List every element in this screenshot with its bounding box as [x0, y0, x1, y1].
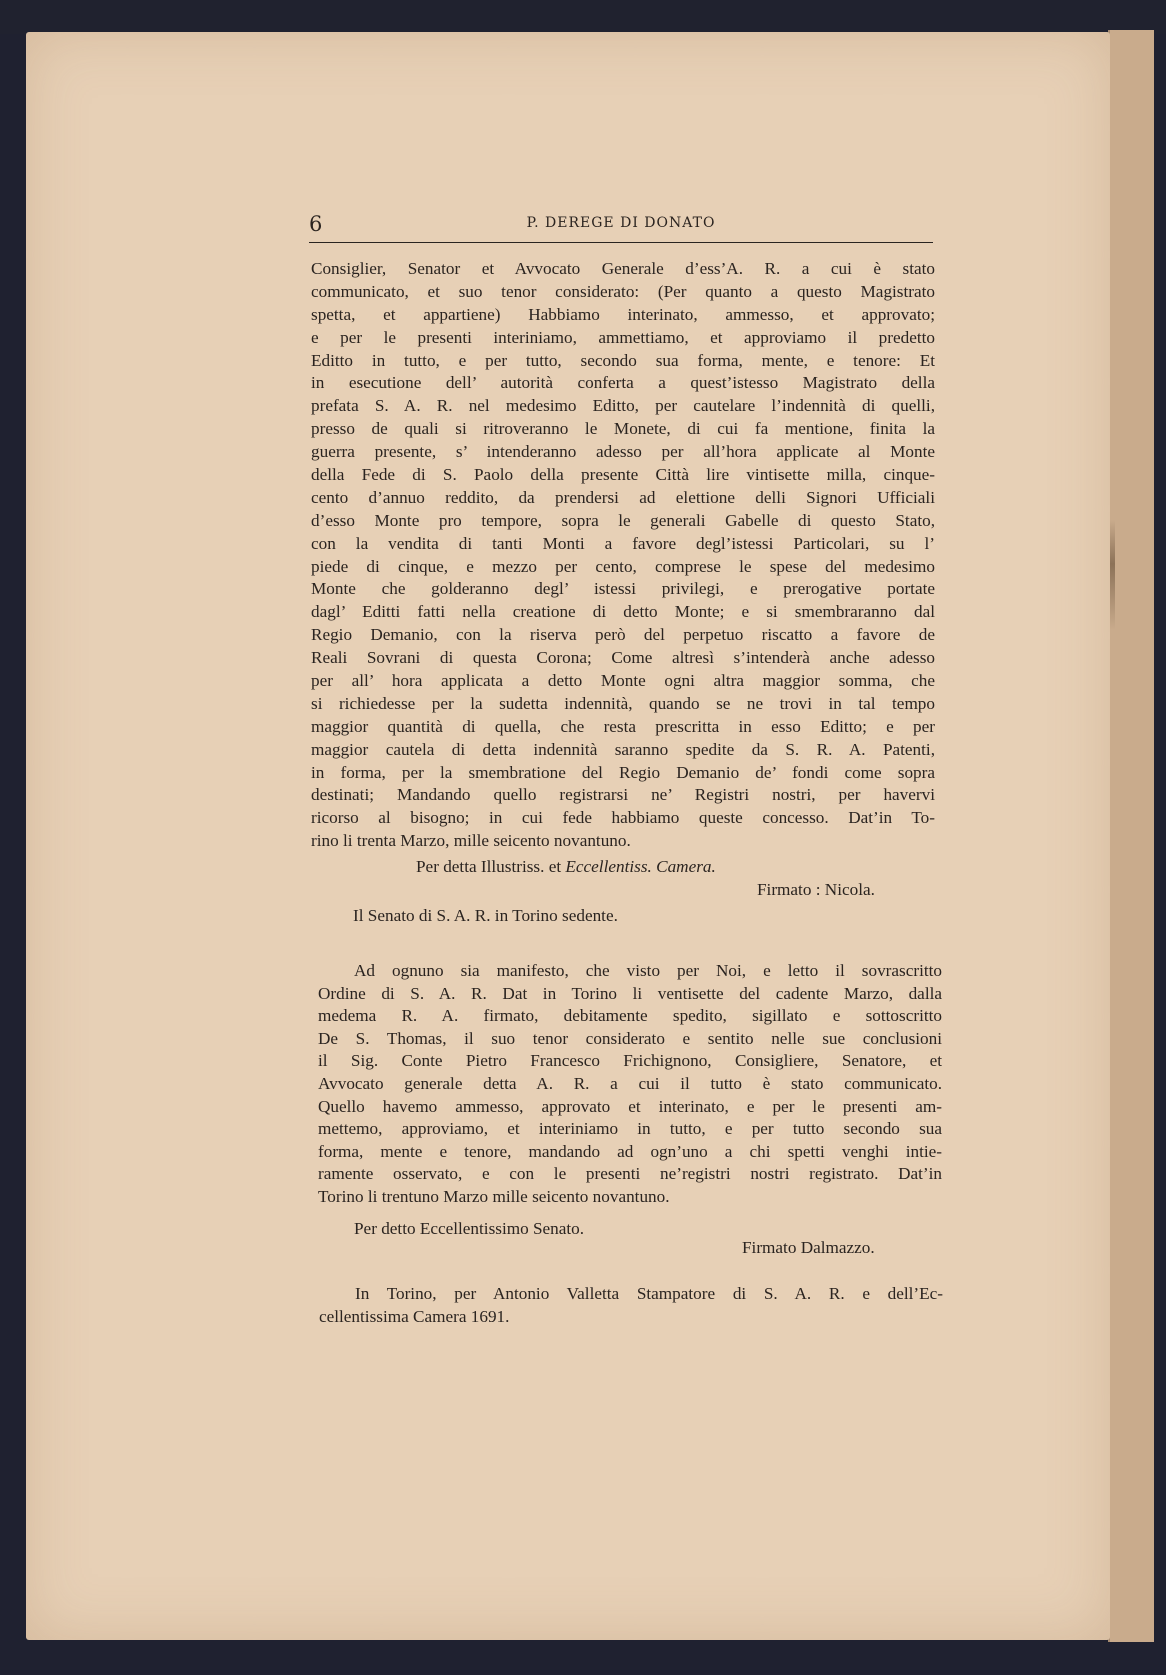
text-line: Quello havemo ammesso, approvato et interinato, e per le presenti am-: [318, 1096, 942, 1116]
text-line: in esecutione dell’ autorità conferta a quest’istesso Magistrato della: [311, 373, 935, 393]
text-line: piede di cinque, e mezzo per cento, comprese le spese del medesimo: [311, 556, 935, 576]
text-line: rino li trenta Marzo, mille seicento novantuno.: [311, 831, 631, 851]
page-number: 6: [309, 212, 323, 236]
senate-heading: Il Senato di S. A. R. in Torino sedente.: [353, 906, 618, 925]
text-line: Editto in tutto, e per tutto, secondo sua forma, mente, e tenore: Et: [311, 350, 935, 370]
signature-camera-text: Per detta Illustriss. et: [416, 857, 566, 876]
scan-background-top: [0, 0, 1166, 34]
paragraph-1: [311, 258, 935, 853]
text-line: in forma, per la smembratione del Regio Demanio de’ fondi come sopra: [311, 762, 935, 782]
text-line: si richiedesse per la sudetta indennità, quando se ne trovi in tal tempo: [311, 693, 935, 713]
signature-dalmazzo: Firmato Dalmazzo.: [742, 1238, 875, 1257]
signature-nicola: Firmato : Nicola.: [757, 880, 875, 899]
text-line: Consiglier, Senator et Avvocato Generale d’ess’A. R. a cui è stato: [311, 259, 935, 278]
text-line: Monte che golderanno degl’ istessi privilegi, e prerogative portate: [311, 579, 935, 599]
text-line: il Sig. Conte Pietro Francesco Frichignono, Consigliere, Senatore, et: [318, 1051, 942, 1071]
text-line: Avvocato generale detta A. R. a cui il tutto è stato communicato.: [318, 1073, 942, 1093]
text-line: Ad ognuno sia manifesto, che visto per Noi, e letto il sovrascritto: [354, 961, 942, 980]
text-line: e per le presenti interiniamo, ammettiamo, et approviamo il predetto: [311, 327, 935, 347]
text-line: dagl’ Editti fatti nella creatione di detto Monte; e si smembraranno dal: [311, 602, 935, 622]
text-line: medema R. A. firmato, debitamente spedito, sigillato e sottoscritto: [318, 1006, 942, 1026]
signature-camera-italic: Eccellentiss. Camera.: [565, 857, 716, 876]
text-line: In Torino, per Antonio Valletta Stampatore di S. A. R. e dell’Ec-: [355, 1284, 943, 1303]
text-line: Reali Sovrani di questa Corona; Come altresì s’intenderà anche adesso: [311, 648, 935, 668]
text-line: cellentissima Camera 1691.: [319, 1307, 510, 1326]
text-line: guerra presente, s’ intenderanno adesso per all’hora applicate al Monte: [311, 442, 935, 462]
text-line: della Fede di S. Paolo della presente Città lire vintisette milla, cinque-: [311, 465, 935, 485]
text-line: presso de quali si ritroveranno le Monete, di cui fa mentione, finita la: [311, 419, 935, 439]
signature-camera: [416, 857, 716, 877]
text-line: ramente osservato, e con le presenti ne’registri nostri registrato. Dat’in: [318, 1164, 942, 1184]
text-line: con la vendita di tanti Monti a favore degl’istessi Particolari, su l’: [311, 533, 935, 553]
text-line: maggior cautela di detta indennità saranno spedite da S. R. A. Patenti,: [311, 739, 935, 759]
text-line: maggior quantità di quella, che resta prescritta in esso Editto; e per: [311, 716, 935, 736]
text-line: prefata S. A. R. nel medesimo Editto, per cautelare l’indennità di quelli,: [311, 396, 935, 416]
text-line: Ordine di S. A. R. Dat in Torino li ventisette del cadente Marzo, dalla: [318, 983, 942, 1003]
signature-senate: Per detto Eccellentissimo Senato.: [354, 1219, 585, 1238]
text-line: communicato, et suo tenor considerato: (Per quanto a questo Magistrato: [311, 281, 935, 301]
running-head: P. DEREGE DI DONATO: [526, 215, 716, 231]
paragraph-2: [318, 960, 942, 1209]
text-line: per all’ hora applicata a detto Monte ogni altra maggior somma, che: [311, 671, 935, 691]
text-line: spetta, et appartiene) Habbiamo interinato, ammesso, et approvato;: [311, 304, 935, 324]
text-line: cento d’annuo reddito, da prendersi ad elettione delli Signori Ufficiali: [311, 487, 935, 507]
text-line: destinati; Mandando quello registrarsi ne’ Registri nostri, per havervi: [311, 785, 935, 805]
text-line: forma, mente e tenore, mandando ad ogn’uno a chi spetti venghi intie-: [318, 1141, 942, 1161]
next-page-edge: [1108, 30, 1154, 1642]
colophon: [319, 1282, 943, 1328]
text-line: De S. Thomas, il suo tenor considerato e sentito nelle sue conclusioni: [318, 1028, 942, 1048]
text-line: Torino li trentuno Marzo mille seicento novantuno.: [318, 1186, 670, 1206]
text-line: ricorso al bisogno; in cui fede habbiamo queste concesso. Dat’in To-: [311, 808, 935, 828]
text-line: Regio Demanio, con la riserva però del perpetuo riscatto a favore de: [311, 625, 935, 645]
page-header: [309, 212, 933, 243]
text-line: mettemo, approviamo, et interiniamo in tutto, e per tutto secondo sua: [318, 1119, 942, 1139]
text-line: d’esso Monte pro tempore, sopra le generali Gabelle di questo Stato,: [311, 510, 935, 530]
